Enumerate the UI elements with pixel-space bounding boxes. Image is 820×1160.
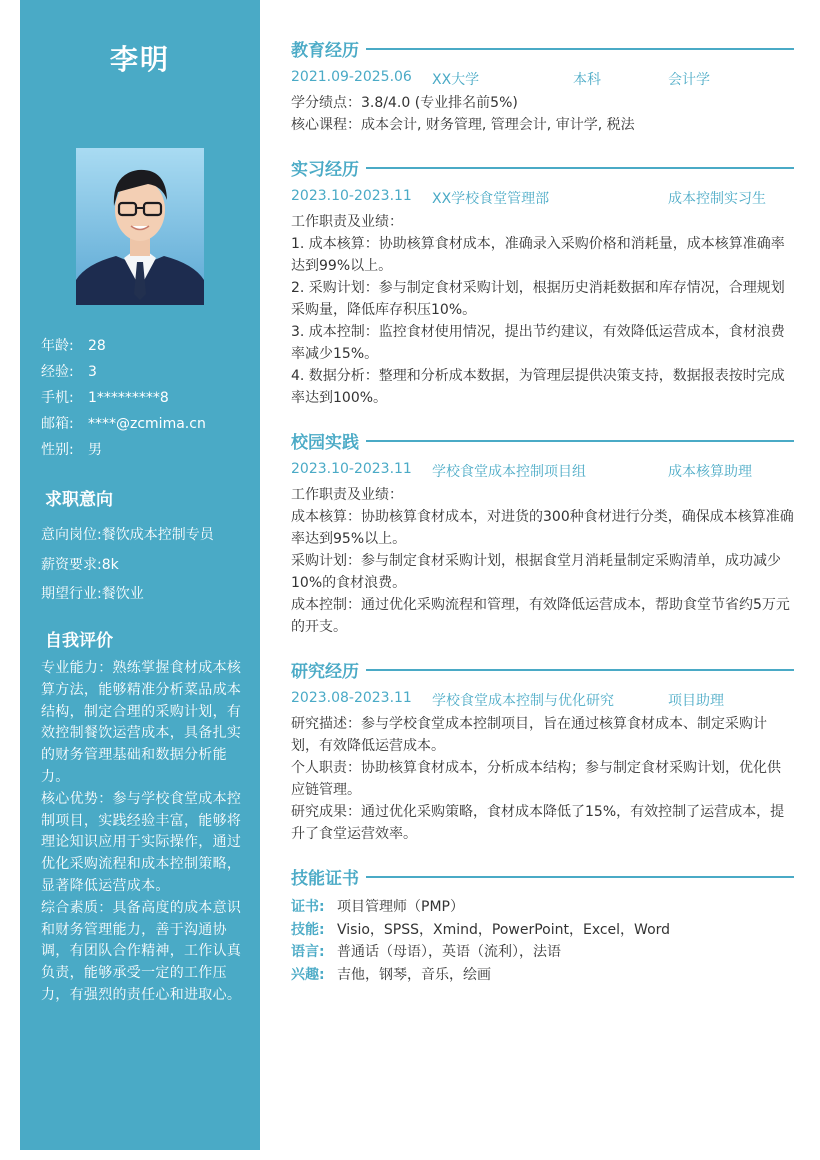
research-details bbox=[291, 713, 794, 845]
intern-role: 成本控制实习生 bbox=[668, 191, 766, 207]
campus-date: 2023.10-2023.11 bbox=[291, 461, 412, 477]
section-divider bbox=[366, 440, 794, 442]
section-title: 校园实践 bbox=[291, 432, 359, 453]
campus-line: 采购计划：参与制定食材采购计划，根据食堂月消耗量制定采购清单，成功减少10%的食材浪费。 bbox=[291, 553, 781, 591]
eval-paragraph: 核心优势：参与学校食堂成本控制项目，实践经验丰富，能够将理论知识应用于实际操作，通过优化采购流程和成本控制策略，显著降低运营成本。 bbox=[41, 790, 242, 894]
self-eval-heading: 自我评价 bbox=[45, 631, 113, 651]
edu-school: XX大学 bbox=[432, 72, 480, 88]
intent-heading: 求职意向 bbox=[45, 490, 113, 510]
candidate-name: 李明 bbox=[109, 43, 170, 76]
edu-degree: 本科 bbox=[573, 72, 601, 88]
campus-meta bbox=[291, 461, 794, 483]
education-meta bbox=[291, 69, 794, 91]
section-divider bbox=[366, 669, 794, 671]
internship-details bbox=[291, 211, 794, 409]
edu-line: 学分绩点：3.8/4.0 (专业排名前5%) bbox=[291, 95, 518, 111]
intent-row: 意向岗位:餐饮成本控制专员 bbox=[41, 527, 214, 543]
skill-row: 技能: Visio，SPSS，Xmind，PowerPoint，Excel，Word bbox=[291, 921, 671, 938]
section-divider bbox=[366, 48, 794, 50]
basic-info bbox=[41, 333, 206, 463]
skill-row: 语言: 普通话（母语），英语（流利），法语 bbox=[291, 944, 561, 960]
research-line: 研究成果：通过优化采购策略，食材成本降低了15%，有效控制了运营成本，提升了食堂运营效率。 bbox=[291, 804, 785, 842]
intern-org: XX学校食堂管理部 bbox=[432, 191, 550, 207]
eval-paragraph: 专业能力：熟练掌握食材成本核算方法，能够精准分析菜品成本结构，制定合理的采购计划，有效控制餐饮运营成本，具备扎实的财务管理基础和数据分析能力。 bbox=[41, 660, 242, 785]
info-row-phone: 手机: 1*********8 bbox=[41, 390, 169, 406]
edu-date: 2021.09-2025.06 bbox=[291, 69, 412, 85]
research-meta bbox=[291, 690, 794, 712]
intern-line: 工作职责及业绩： bbox=[291, 214, 403, 230]
edu-major: 会计学 bbox=[668, 72, 710, 88]
section-divider bbox=[366, 167, 794, 169]
info-row-experience: 经验: 3 bbox=[41, 364, 97, 380]
sidebar bbox=[20, 0, 260, 1150]
section-title: 教育经历 bbox=[291, 40, 359, 61]
skill-row: 兴趣: 吉他，钢琴，音乐，绘画 bbox=[291, 966, 491, 983]
research-role: 项目助理 bbox=[668, 693, 724, 709]
edu-line: 核心课程：成本会计, 财务管理, 管理会计, 审计学, 税法 bbox=[291, 117, 635, 133]
campus-line: 成本核算：协助核算食材成本，对进货的300种食材进行分类，确保成本核算准确率达到95%以上。 bbox=[291, 509, 794, 547]
intern-line: 2. 采购计划：参与制定食材采购计划，根据历史消耗数据和库存情况，合理规划采购量，降低库存积压10%。 bbox=[291, 280, 785, 318]
section-campus bbox=[291, 427, 794, 453]
education-details bbox=[291, 92, 794, 136]
info-row-email: 邮箱: ****@zcmima.cn bbox=[41, 416, 206, 432]
intent-row: 薪资要求:8k bbox=[41, 556, 119, 573]
campus-details bbox=[291, 484, 794, 638]
section-internship bbox=[291, 154, 794, 180]
section-title: 实习经历 bbox=[291, 159, 359, 180]
self-evaluation bbox=[41, 658, 245, 1007]
section-education bbox=[291, 35, 794, 61]
campus-line: 成本控制：通过优化采购流程和管理，有效降低运营成本，帮助食堂节省约5万元的开支。 bbox=[291, 597, 790, 635]
research-line: 研究描述：参与学校食堂成本控制项目，旨在通过核算食材成本、制定采购计划，有效降低运营成本。 bbox=[291, 716, 767, 754]
info-row-gender: 性别: 男 bbox=[41, 442, 102, 458]
skill-row: 证书: 项目管理师（PMP） bbox=[291, 899, 464, 915]
campus-role: 成本核算助理 bbox=[668, 464, 752, 480]
intern-line: 1. 成本核算：协助核算食材成本，准确录入采购价格和消耗量，成本核算准确率达到99%以上。 bbox=[291, 236, 785, 274]
section-research bbox=[291, 656, 794, 682]
section-divider bbox=[366, 876, 794, 878]
research-org: 学校食堂成本控制与优化研究 bbox=[432, 693, 614, 709]
research-date: 2023.08-2023.11 bbox=[291, 690, 412, 706]
section-title: 研究经历 bbox=[291, 661, 359, 682]
eval-paragraph: 综合素质：具备高度的成本意识和财务管理能力，善于沟通协调，有团队合作精神，工作认真负责，能够承受一定的工作压力，有强烈的责任心和进取心。 bbox=[41, 899, 242, 1003]
internship-meta bbox=[291, 188, 794, 210]
job-intent bbox=[41, 521, 214, 610]
section-title: 技能证书 bbox=[291, 868, 359, 889]
campus-org: 学校食堂成本控制项目组 bbox=[432, 464, 586, 480]
research-line: 个人职责：协助核算食材成本，分析成本结构；参与制定食材采购计划，优化供应链管理。 bbox=[291, 760, 781, 798]
skills-list bbox=[291, 896, 670, 986]
profile-photo bbox=[76, 148, 204, 305]
intern-line: 3. 成本控制：监控食材使用情况，提出节约建议，有效降低运营成本，食材浪费率减少15%。 bbox=[291, 324, 785, 362]
info-row-age: 年龄: 28 bbox=[41, 338, 106, 354]
intern-line: 4. 数据分析：整理和分析成本数据，为管理层提供决策支持，数据报表按时完成率达到100%。 bbox=[291, 368, 785, 406]
intent-row: 期望行业:餐饮业 bbox=[41, 586, 144, 602]
campus-line: 工作职责及业绩： bbox=[291, 487, 403, 503]
intern-date: 2023.10-2023.11 bbox=[291, 188, 412, 204]
section-skills bbox=[291, 863, 794, 889]
